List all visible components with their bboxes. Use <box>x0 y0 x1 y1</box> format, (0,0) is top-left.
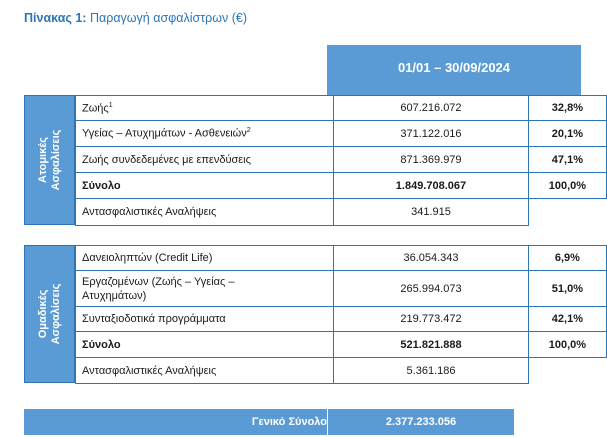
total-row <box>76 332 607 358</box>
row-amount: 36.054.343 <box>334 246 529 271</box>
grand-total-label: Γενικό Σύνολο <box>251 416 327 428</box>
row-label: Εργαζομένων (Ζωής – Υγείας – Ατυχημάτων) <box>76 271 334 307</box>
group-table <box>75 245 607 384</box>
total-label: Σύνολο <box>76 173 334 199</box>
caption-title: Παραγωγή ασφαλίστρων (€) <box>89 11 248 25</box>
table-row <box>76 96 607 121</box>
row-amount: 265.994.073 <box>334 271 529 307</box>
row-label: Υγείας – Ατυχημάτων - Ασθενειών$^2$ <box>76 121 334 147</box>
individual-side-line1: Ατομικές <box>36 137 49 183</box>
reinsurance-label: Αντασφαλιστικές Αναλήψεις <box>76 358 334 384</box>
total-label: Σύνολο <box>76 332 334 358</box>
reinsurance-row <box>76 358 607 384</box>
total-pct: 100,0% <box>528 332 606 358</box>
row-label: Συνταξιοδοτικά προγράμματα <box>76 307 334 332</box>
row-pct: 32,8% <box>528 96 606 121</box>
reinsurance-amount: 5.361.186 <box>334 358 529 384</box>
row-amount: 607.216.072 <box>334 96 529 121</box>
row-pct: 51,0% <box>528 271 606 307</box>
row-label: Ζωής$^1$ <box>76 96 334 121</box>
table-row <box>76 271 607 307</box>
total-row <box>76 173 607 199</box>
group-side-line1: Ομαδικές <box>36 289 49 339</box>
row-pct: 42,1% <box>528 307 606 332</box>
table-caption <box>24 11 247 25</box>
row-amount: 871.369.979 <box>334 147 529 173</box>
reinsurance-amount: 341.915 <box>334 199 529 226</box>
caption-label: Πίνακας 1: <box>24 11 87 25</box>
individual-table <box>75 95 607 226</box>
individual-side-line2: Ασφαλίσεις <box>49 129 62 191</box>
total-amount: 521.821.888 <box>334 332 529 358</box>
row-amount: 371.122.016 <box>334 121 529 147</box>
row-amount: 219.773.472 <box>334 307 529 332</box>
reinsurance-row <box>76 199 607 226</box>
row-label: Δανειοληπτών (Credit Life) <box>76 246 334 271</box>
table-row <box>76 121 607 147</box>
row-pct: 20,1% <box>528 121 606 147</box>
row-pct: 47,1% <box>528 147 606 173</box>
grand-total-amount: 2.377.233.056 <box>385 416 457 428</box>
total-pct: 100,0% <box>528 173 606 199</box>
row-pct: 6,9% <box>528 246 606 271</box>
table-row <box>76 246 607 271</box>
individual-side-label <box>24 95 75 225</box>
total-amount: 1.849.708.067 <box>334 173 529 199</box>
group-side-label <box>24 245 75 383</box>
table-row <box>76 147 607 173</box>
reinsurance-label: Αντασφαλιστικές Αναλήψεις <box>76 199 334 226</box>
group-side-line2: Ασφαλίσεις <box>49 283 62 345</box>
row-label: Ζωής συνδεδεμένες με επενδύσεις <box>76 147 334 173</box>
table-row <box>76 307 607 332</box>
period-header-label: 01/01 – 30/09/2024 <box>397 60 511 75</box>
grand-total-bar <box>24 409 514 435</box>
